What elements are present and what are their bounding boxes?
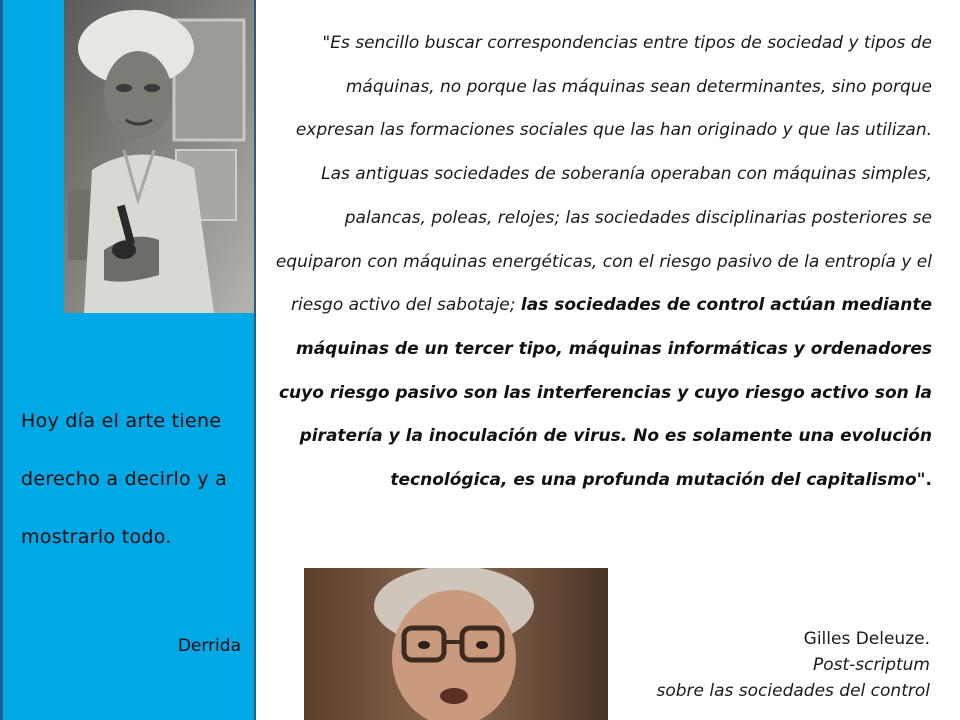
- main-quote: [270, 22, 932, 503]
- deleuze-portrait-photo: [304, 568, 608, 720]
- derrida-portrait-photo: [64, 0, 254, 313]
- derrida-quote: Hoy día el arte tiene derecho a decirlo y a mostrarlo todo.: [21, 410, 228, 548]
- quote-plain-text: Es sencillo buscar correspondencias entre tipos de sociedad y tipos de máquinas, no porque las máquinas sean determinantes, sino porque expresan las formaciones sociales que las han originado y que las utilizan. Las antiguas sociedades de soberanía operaban con máquinas simples, palancas, poleas, relojes; las sociedades disciplinarias posteriores se equiparon con máquinas energéticas, con el riesgo pasivo de la entropía y el riesgo activo del sabotaje;: [275, 33, 932, 316]
- quote-bold-text: las sociedades de control actúan mediante máquinas de un tercer tipo, máquinas informáticas y ordenadores cuyo riesgo pasivo son las interferencias y cuyo riesgo activo son la piratería y la inoculación de virus. No es solamente una evolución tecnológica, es una profunda mutación del capitalismo: [278, 295, 932, 491]
- derrida-author: Derrida: [177, 636, 241, 656]
- quote-attribution: [600, 626, 930, 704]
- attribution-title-line1: Post-scriptum: [812, 655, 930, 675]
- close-quote-mark: ".: [916, 470, 932, 491]
- open-quote-mark: ": [322, 33, 331, 53]
- attribution-title-line2: sobre las sociedades del control: [656, 681, 930, 701]
- attribution-author: Gilles Deleuze.: [803, 629, 930, 649]
